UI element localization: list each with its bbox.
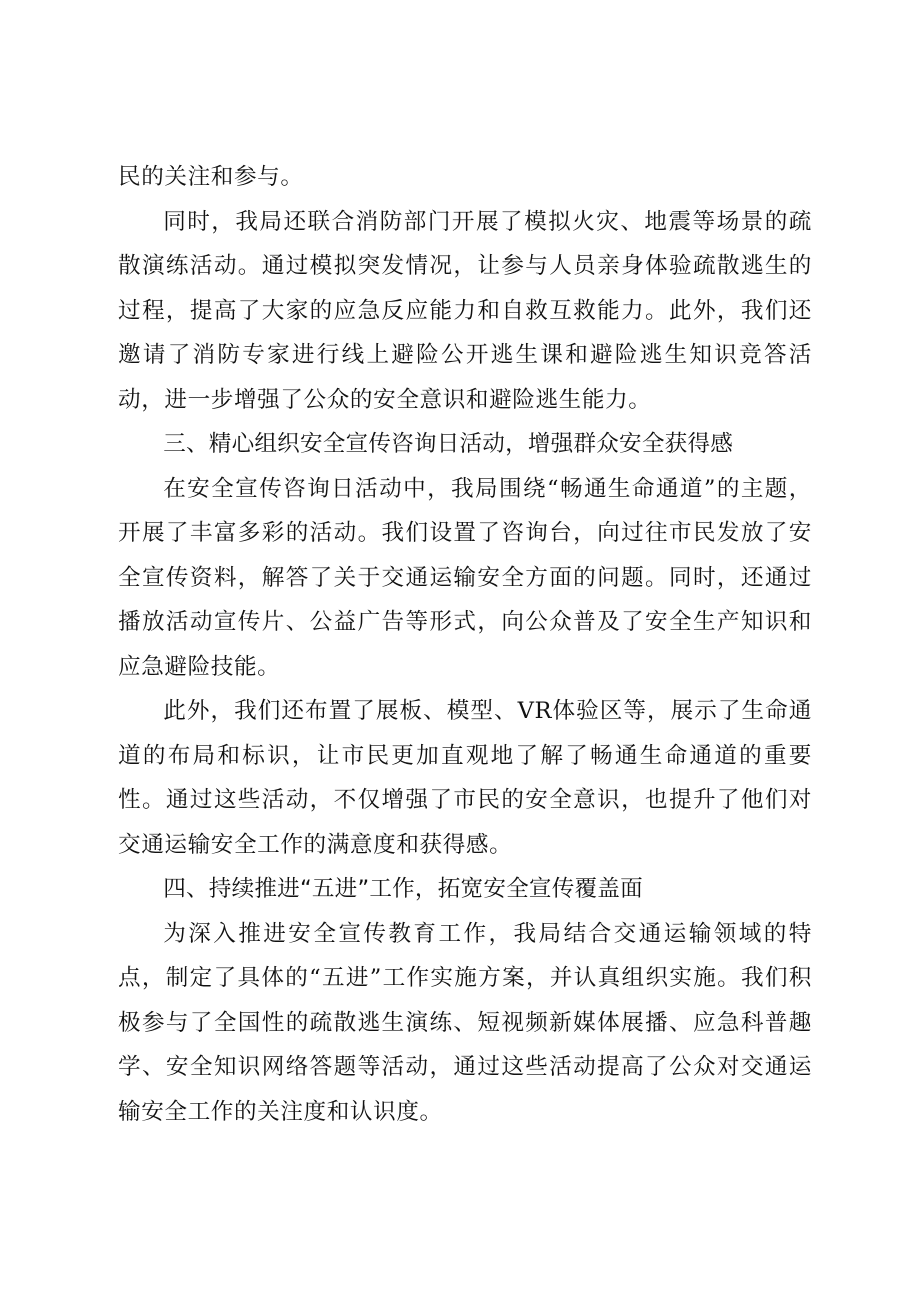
document-page <box>118 155 812 1134</box>
paragraph-exhibits: 此外，我们还布置了展板、模型、VR体验区等，展示了生命通道的布局和标识，让市民更加直观地了解了畅通生命通道的重要性。通过这些活动，不仅增强了市民的安全意识，也提升了他们对交通运输安全工作的满意度和获得感。 <box>118 698 812 858</box>
section-heading-3: 三、精心组织安全宣传咨询日活动，增强群众安全获得感 <box>163 431 734 457</box>
paragraph-continuation: 民的关注和参与。 <box>118 164 304 190</box>
section-heading-4: 四、持续推进“五进”工作，拓宽安全宣传覆盖面 <box>163 876 643 902</box>
paragraph-evacuation-drill: 同时，我局还联合消防部门开展了模拟火灾、地震等场景的疏散演练活动。通过模拟突发情况，让参与人员亲身体验疏散逃生的过程，提高了大家的应急反应能力和自救互救能力。此外，我们还邀请了消防专家进行线上避险公开逃生课和避险逃生知识竞答活动，进一步增强了公众的安全意识和避险逃生能力。 <box>118 208 812 413</box>
paragraph-five-entries: 为深入推进安全宣传教育工作，我局结合交通运输领域的特点，制定了具体的“五进”工作实施方案，并认真组织实施。我们积极参与了全国性的疏散逃生演练、短视频新媒体展播、应急科普趣学、安全知识网络答题等活动，通过这些活动提高了公众对交通运输安全工作的关注度和认识度。 <box>118 920 812 1125</box>
paragraph-consultation-day: 在安全宣传咨询日活动中，我局围绕“畅通生命通道”的主题，开展了丰富多彩的活动。我们设置了咨询台，向过往市民发放了安全宣传资料，解答了关于交通运输安全方面的问题。同时，还通过播放活动宣传片、公益广告等形式，向公众普及了安全生产知识和应急避险技能。 <box>118 475 812 680</box>
